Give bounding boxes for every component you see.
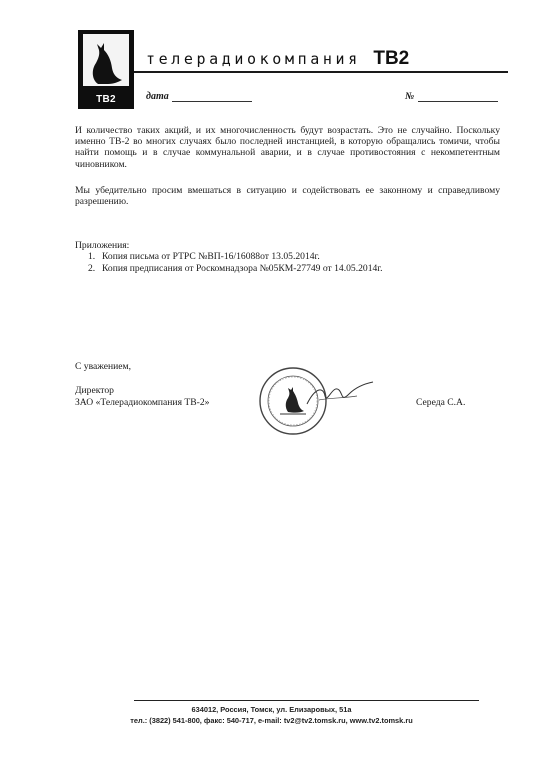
logo-label: ТВ2 xyxy=(96,94,116,105)
attachment-text: Копия письма от РТРС №ВП-16/16088от 13.05.2014г. xyxy=(102,251,320,262)
signer-role: Директор xyxy=(75,385,114,396)
footer-contacts: тел.: (3822) 541-800, факс: 540-717, e-mail: tv2@tv2.tomsk.ru, www.tv2.tomsk.ru xyxy=(130,716,413,725)
header-divider xyxy=(134,71,508,73)
body-paragraph-1: И количество таких акций, и их многочисленность будут возрастать. Это не случайно. Поскольку именно ТВ-2 во многих случаях было последней инстанцией, в которую обращались томичи, чтобы найти помощь и в случае коммунальной аварии, и в случае противостояния с некомпетентным чиновником. xyxy=(75,125,500,170)
signer-organization: ЗАО «Телерадиокомпания ТВ-2» xyxy=(75,397,210,408)
closing-regards: С уважением, xyxy=(75,361,132,372)
date-field-line xyxy=(172,101,252,102)
attachments-title: Приложения: xyxy=(75,240,130,251)
signer-name: Середа С.А. xyxy=(416,397,466,408)
attachments-list xyxy=(88,251,383,275)
company-name-prefix: телерадиокомпания xyxy=(146,50,374,68)
company-name xyxy=(146,48,506,70)
attachment-number: 2. xyxy=(88,263,96,274)
attachment-text: Копия предписания от Роскомнадзора №05КМ-27749 от 14.05.2014г. xyxy=(102,263,383,274)
footer-address: 634012, Россия, Томск, ул. Елизаровых, 51а xyxy=(191,705,352,714)
number-label: № xyxy=(405,91,415,102)
company-logo xyxy=(78,30,134,109)
attachment-item xyxy=(88,251,383,263)
body-paragraph-2: Мы убедительно просим вмешаться в ситуацию и содействовать ее законному и справедливому разрешению. xyxy=(75,185,500,208)
attachment-item xyxy=(88,263,383,275)
date-label: дата xyxy=(146,91,169,102)
number-field-line xyxy=(418,101,498,102)
handwritten-signature-icon xyxy=(305,378,375,412)
footer-divider xyxy=(134,700,479,701)
company-name-brand: ТВ2 xyxy=(373,48,410,69)
attachment-number: 1. xyxy=(88,251,96,262)
